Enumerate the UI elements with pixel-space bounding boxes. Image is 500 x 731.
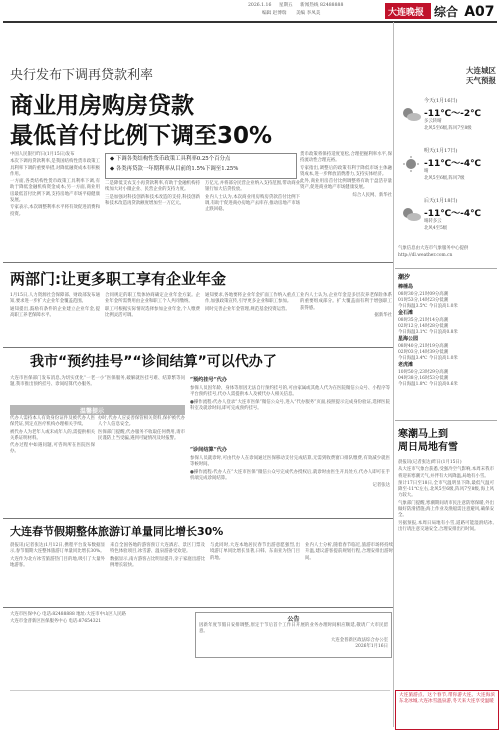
- rule-2: [3, 347, 393, 348]
- tide-1-line-1: 08时30分,21时09分高潮: [398, 292, 449, 297]
- weather-wind-1: 北风5至6级,阵风7至8级: [424, 126, 472, 131]
- tide-station-3: 星海公园: [398, 336, 419, 342]
- lead-column-2: 二是降低支农支小再贷款利率,有助于金融机构持续加大对小微企业、民营企业的支持力度。 三是加强对科技创新和技术改造的支持,科技创新和技术改造再贷款额度增加至一万亿元。: [105, 181, 200, 206]
- masthead-hotline: 82488888: [319, 3, 344, 8]
- tide-station-4: 老虎滩: [398, 362, 414, 368]
- footer-notice-left: 大连市医保中心 电话:82488888 地址:大连市中山区人民路 大连市金普新区医保服务中心 电话:87654321: [10, 612, 126, 625]
- notice-title: 公告: [287, 616, 300, 623]
- second-column-2: 合同规定的职工集体协商确定企业年金方案。企业年金所需费用由企业和职工个人共同缴纳。 职工可根据实际情况选择参加企业年金,个人缴费比例灵活可调。: [105, 293, 200, 318]
- tourism-ad-text: 大连旅游点、这个春节,带你游大连。大连海滨东北冰城,大连冰雪温泉游,冬天来大连享受温暖: [399, 693, 495, 705]
- lead-bullet-1-text: 下调各类结构性货币政策工具利率0.25个百分点: [115, 156, 231, 162]
- masthead-editors: [262, 11, 382, 19]
- tide-4-temp: 今日海温1.8℃: [398, 382, 428, 387]
- tide-3-line-2: 02时03分,14时39分低潮: [398, 350, 449, 355]
- lead-byline: 中国人民银行昨日(1月15日)发布: [10, 152, 75, 157]
- lead-bullet-2: ◆ 各类再贷款一年期利率从目前的1.5%下调至1.25%: [110, 166, 239, 172]
- lead-column-3: 万亿元,并将部分民营企业纳入支持范围,带动商业银行加大信贷投放。 业内人士认为,本次商业用房购房贷款首付比例下调,有助于促进商办房地产去库存,推动房地产市场止跌回稳。: [205, 181, 300, 213]
- fourth-column-1: 晨报讯(记者张达)1月12日,携程平台发布数据显示,春节假期大连整体旅游订单量同比增长30%。 大连作为北方冰雪旅游热门目的地,吸引了大量外地游客。: [10, 543, 105, 568]
- tide-station-2: 金石滩: [398, 310, 414, 316]
- fourth-column-3: 与此同时,大连本地居民春节出游意愿强烈,出境游订单同比增长显著,日韩、东南亚为热门目的地。: [210, 543, 300, 561]
- tide-3-temp: 今日海温3.4℃: [398, 356, 428, 361]
- weather-temp-2: -11℃～-4℃: [424, 159, 482, 169]
- footer-notice-box: [195, 612, 392, 658]
- weather-wind-3: 北风4至5级: [424, 226, 448, 231]
- sidebar-divider: [393, 22, 394, 727]
- weather-desc-2: 晴: [424, 169, 429, 174]
- tide-2-line-2: 02时12分,14时28分低潮: [398, 324, 449, 329]
- tide-4-line-2: 04时38分,16时53分低潮: [398, 376, 449, 381]
- weather-desc-3: 晴转多云: [424, 219, 442, 224]
- lead-sign: 综合人民网、新华社: [352, 192, 392, 198]
- second-column-1: 1月15日,人力资源社会保障部、财政部发布通知,要求进一步扩大企业年金覆盖范围。 通知提出,鼓励有条件的企业建立企业年金,提高职工养老保障水平。: [10, 293, 100, 318]
- notice-org: 大连金普新区政法综合办公室: [330, 637, 388, 643]
- tide-4-line-3: [398, 381, 494, 387]
- sun-cloud-icon: [400, 106, 422, 122]
- weather-desc-1: 多云转晴: [424, 119, 442, 124]
- third-column-2: 参保人员因年龄、身体等原因无法自行预约挂号的,可由家属或其他人代为在医院微信公众号、小程序等平台预约挂号,代办人需提供本人及被代办人相关信息。 ●操作流程:代办人登录“大连市医保”微信公众号,进入“代办服务”页面,按照提示完成身份验证,选择医院科室及就诊时间,即可完成预约挂号。: [190, 386, 390, 411]
- lead-bullet-box: [105, 153, 297, 179]
- tide-1-line-3: [398, 303, 494, 309]
- second-column-4: 业内人士认为,企业年金是多层次养老保险体系的重要组成部分。扩大覆盖面有利于增强职工获得感。 据新华社: [300, 293, 392, 318]
- masthead-weekday: 星期五: [278, 3, 293, 8]
- sun-cloud-icon: [400, 206, 422, 222]
- reminder-column-2: 办时,代办人应妥善保管相关资料,保护被代办人个人信息安全。 医保部门提醒,代办服务不收取任何费用,请市民谨防上当受骗,遇到可疑情况及时报警。: [98, 416, 185, 441]
- reminder-title: 温馨提示: [80, 408, 105, 415]
- rule-4: [3, 607, 393, 608]
- masthead-date: 2026.1.16: [248, 3, 272, 8]
- weather-day-2: [396, 144, 496, 194]
- third-headline: 我市“预约挂号”“诊间结算”可以代办了: [30, 354, 277, 370]
- fourth-column-2: 来自全国各地的游客预订大连酒店、景区门票及特色体验项目,冰雪游、温泉游备受欢迎。 数据显示,南方游客占比明显提升,亲子家庭出游比例增长较快。: [110, 543, 205, 568]
- weather-source-text: 气象信息由大连市气象服务中心提供: [398, 246, 469, 251]
- weather-date-2: 明天(1月17日): [424, 148, 458, 154]
- weather-date-1: 今天(1月16日): [424, 98, 458, 104]
- weather-header: [430, 66, 496, 92]
- masthead-rule: [3, 21, 497, 23]
- rule-3: [3, 518, 393, 519]
- third-intro: 大连市医保部门发布消息,为切实优化“一老一小”医保服务,破解就医挂号难、结算繁等问题,我市推出预约挂号、诊间结算代办服务。: [10, 376, 185, 388]
- third-subhead-1: “预约挂号”代办: [190, 377, 228, 383]
- lead-column-4: 货币政策将保持适度宽松,合理把握利率水平,保持流动性合理充裕。 专家指出,调整后的政策有利于降低市场主体融资成本,进一步释放消费潜力,支持实体经济。 此外,商业用房首付比例调整将有助于盘活存量资产,促进商业地产市场健康发展。 综合人民网、新华社: [300, 152, 392, 198]
- rule-1: [3, 262, 393, 263]
- lead-column-1: 中国人民银行昨日(1月15日)发布 本次下调再贷款利率,是我国结构性货币政策工具利率下调的重要举措,对降低融资成本有积极作用。 一方面,各类结构性货币政策工具利率下调,有助于降低金融机构资金成本;另一方面,商业用房最低首付比例下调,支持房地产市场平稳健康发展。 专家表示,本次调整利率水平将有效促进消费和投资。: [10, 152, 100, 217]
- tide-1-temp: 今日海温3.5℃: [398, 304, 428, 309]
- section-name: 综合: [434, 5, 459, 19]
- tide-2-line-3: [398, 329, 494, 335]
- sidebar-headline-2: 周日局地有雪: [398, 442, 458, 453]
- lead-headline-2: 最低首付比例下调至30%: [10, 123, 273, 149]
- weather-header-line-1: 大连城区: [466, 66, 496, 75]
- lead-bullet-2-text: 各类再贷款一年期利率从目前的1.5%下调至1.25%: [115, 166, 239, 172]
- sidebar-story-text: 晨报讯(记者张达)昨日(1月15日) 从大连市气象台获悉,受强冷空气影响,本周末我市将迎来寒潮天气,并伴有大风降温,局地有小雪。 预计17日至18日,全市气温明显下降,最低气温可降至-11℃左右,北风5至6级,阵风7至8级,海上风力较大。 气象部门提醒,寒潮期间请市民注意防寒保暖,外出做好防滑措施;海上作业及渔船需注意避风,确保安全。 另据预报,本周日局地有小雪,道路可能湿滑结冰,出行请注意交通安全,合理安排出行时间。: [398, 460, 494, 532]
- tide-1-line-2: 01时53分,14时23分低潮: [398, 298, 449, 303]
- weather-day-3: [396, 194, 496, 244]
- reminder-column-1: 代办人需持本人有效身份证件及被代办人医保凭证,到定点医疗机构办理相关手续。 被代办人为老年人或未成年人的,需提供相关关系证明材料。 代办过程中如遇问题,可咨询所在医院医保办。: [10, 416, 95, 455]
- third-column-3: 参保人员就诊时,可由代办人在诊间通过医保移动支付完成结算,无需到收费窗口排队缴费,有效减少就医等候时间。 ●操作流程:代办人在“大连市医保”微信公众号完成代办授权后,就诊时由医生开具处方,代办人即可在手机端完成诊间结算。 记者张达: [190, 456, 390, 489]
- tide-3-wave: 今日浪高1.0米: [428, 356, 458, 361]
- footer-divider: [10, 690, 390, 691]
- lead-kicker: 央行发布下调再贷款利率: [10, 68, 154, 83]
- masthead-date-line: [248, 3, 388, 11]
- notice-text: 因新年度节假日安排调整,原定于节后首个工作日开展的业务办理时间相应顺延,敬请广大市民留意。: [199, 623, 388, 635]
- sidebar-byline: 晨报讯(记者张达)昨日(1月15日): [398, 460, 462, 465]
- weather-temp-3: -11℃～-4℃: [424, 209, 482, 219]
- notice-date: 2026年1月16日: [355, 643, 388, 649]
- second-column-3: 通知要求,各地要将企业年金扩面工作纳入重点工作,加强政策宣传,引导更多企业和职工参加。 同时完善企业年金管理,规范基金投资运营。: [205, 293, 300, 312]
- masthead-hotline-label: 新闻热线: [300, 3, 319, 8]
- reminder-title-bar: [10, 405, 185, 415]
- designer-label: 美编: [295, 11, 306, 16]
- tide-station-1: 棒棰岛: [398, 284, 414, 290]
- sidebar-headline-1: 寒潮马上到: [398, 429, 448, 440]
- tide-2-line-1: 08时35分,21时14分高潮: [398, 318, 449, 323]
- tide-2-temp: 今日海温3.1℃: [398, 330, 428, 335]
- tide-4-line-1: 10时50分,23时29分高潮: [398, 370, 449, 375]
- tide-4-wave: 今日浪高0.6米: [428, 382, 458, 387]
- page-number: A07: [464, 4, 495, 20]
- rule-sidebar-story: [395, 420, 497, 421]
- tide-2-wave: 今日浪高0.8米: [428, 330, 458, 335]
- sidebar-headline: [398, 428, 494, 456]
- second-headline: 两部门:让更多职工享有企业年金: [10, 270, 227, 288]
- weather-date-3: 后天(1月18日): [424, 198, 458, 204]
- tourism-ad: [395, 690, 499, 730]
- tides-list: [398, 284, 494, 387]
- lead-headline-1: 商业用房购房贷款: [10, 93, 194, 119]
- masthead-logo-text: 大连晚报: [388, 8, 425, 18]
- masthead-section: [434, 3, 498, 21]
- sun-icon: [400, 156, 422, 172]
- weather-wind-2: 北风5至6级,阵风7级: [424, 176, 465, 181]
- tide-3-line-1: 08时40分,21时19分高潮: [398, 344, 449, 349]
- editor-name: 赵博瑞: [272, 11, 287, 16]
- weather-day-1: [396, 94, 496, 144]
- designer-name: 李凤美: [306, 11, 321, 16]
- weather-source: [398, 246, 494, 266]
- third-sign: 记者张达: [372, 483, 390, 489]
- masthead-logo: [385, 3, 431, 19]
- fourth-headline: 大连春节假期整体旅游订单量同比增长30%: [10, 525, 224, 538]
- weather-site: http://dl.weather.com.cn: [398, 253, 453, 259]
- tide-1-wave: 今日浪高1.0米: [428, 304, 458, 309]
- editor-label: 编辑: [262, 11, 272, 16]
- second-sign: 据新华社: [374, 312, 392, 318]
- lead-bullet-1: ◆ 下调各类结构性货币政策工具利率0.25个百分点: [110, 156, 231, 162]
- fourth-column-4: 业内人士分析,随着春节临近,旅游市场将持续升温,建议游客提前规划行程,合理安排出游时间。: [305, 543, 393, 561]
- weather-header-line-2: 天气预报: [466, 76, 496, 85]
- third-subhead-2: “诊间结算”代办: [190, 447, 228, 453]
- tides-title: 潮汐: [398, 274, 411, 281]
- rule-tides: [395, 268, 497, 269]
- weather-temp-1: -11℃～-2℃: [424, 109, 482, 119]
- tide-3-line-3: [398, 355, 494, 361]
